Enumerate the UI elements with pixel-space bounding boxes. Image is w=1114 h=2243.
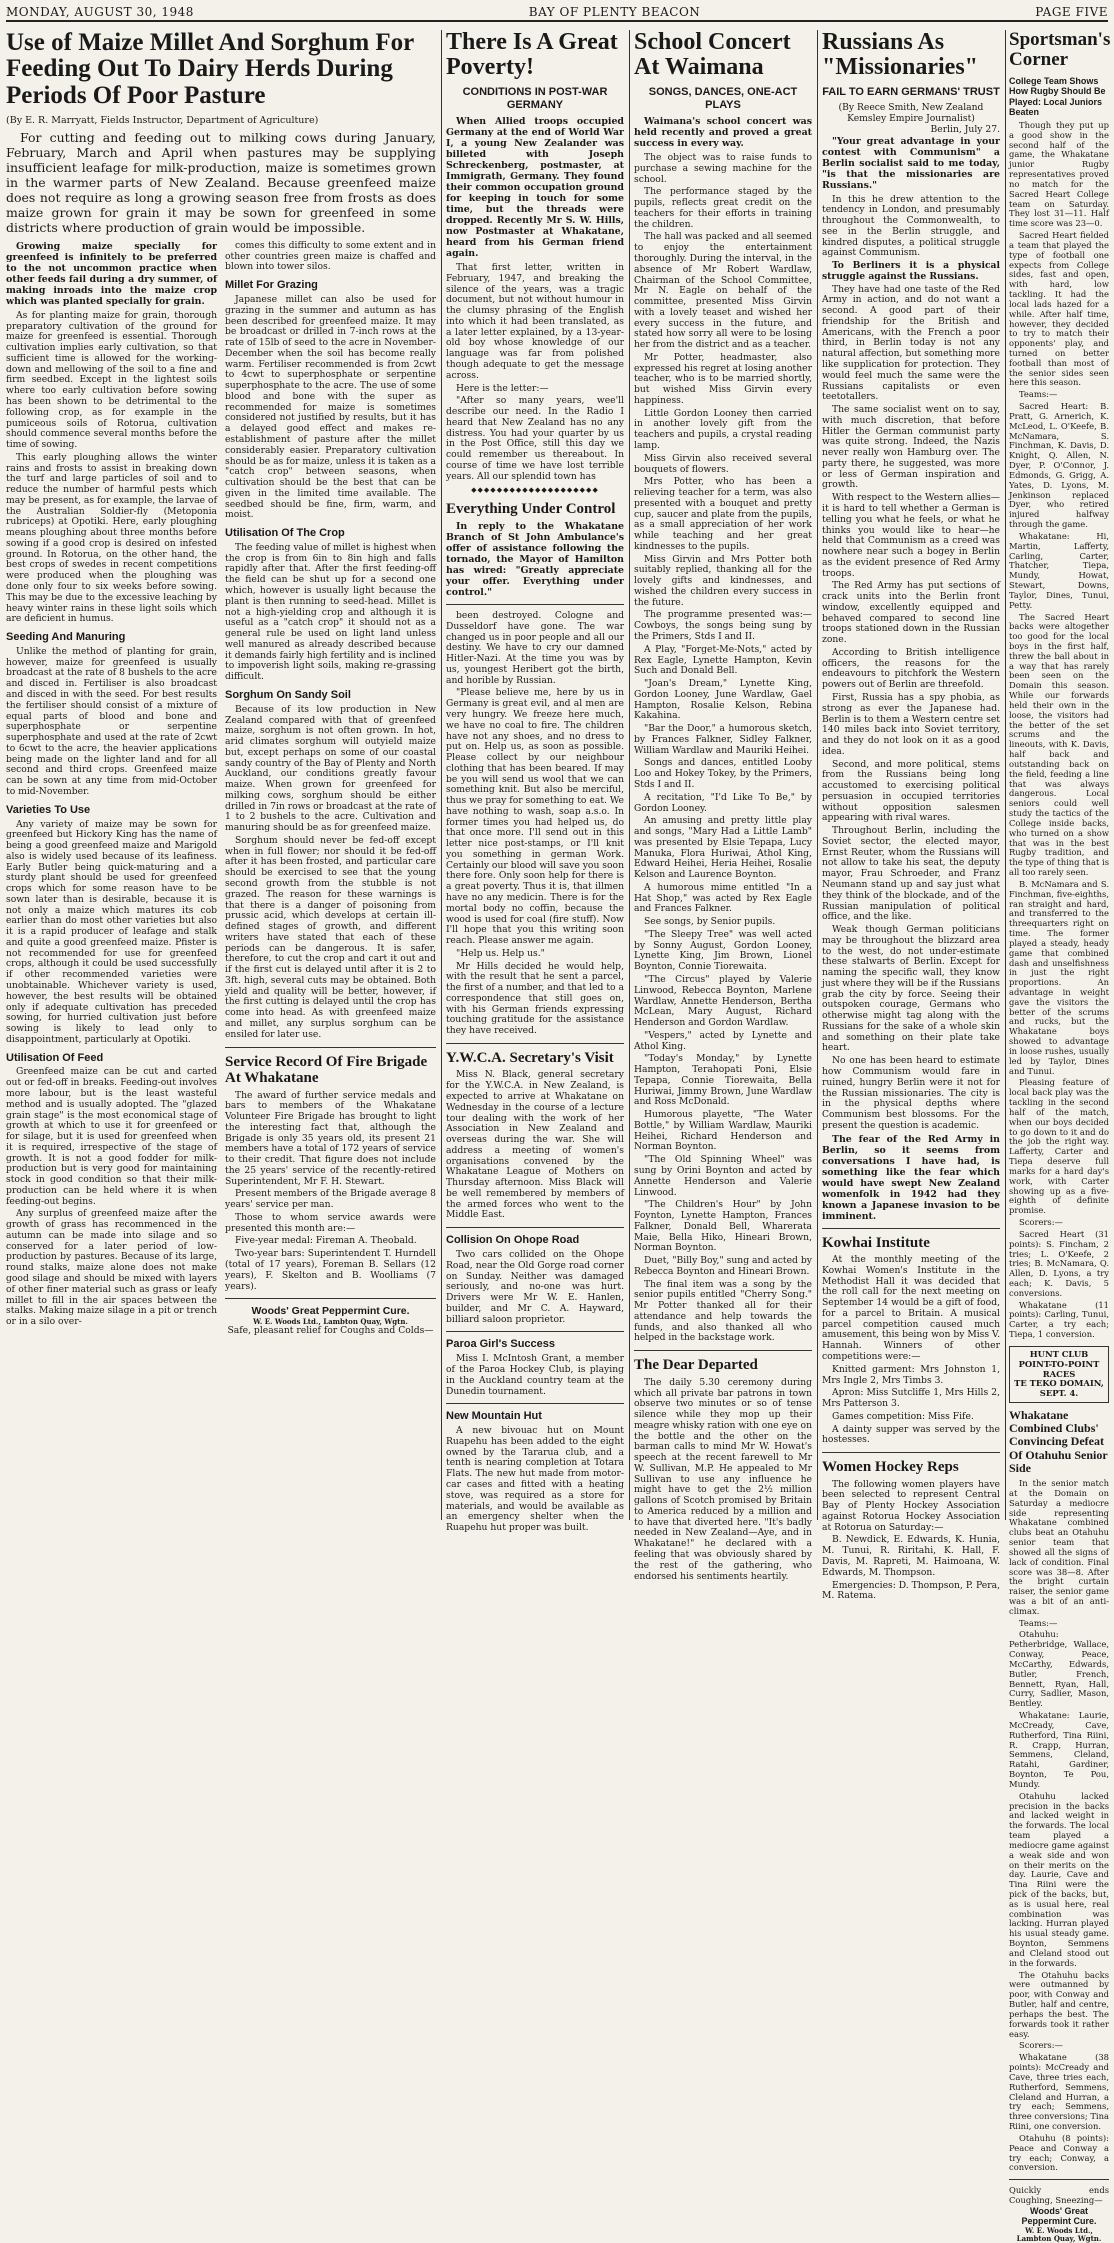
sports-paragraph: Pleasing feature of local back play was the tackling in the second half of the match, when our boys decided to go down to it and do the job the right way. Lafferty, Carter and Tiepa deserve full marks for a hard day's work, with Carter showing up as a five-eighth of definite promise. <box>1009 1077 1109 1216</box>
russians-paragraph: No one has been heard to estimate how Communism would fare in ruined, hungry Berlin were it not for the Russian missionaries. The city is in the physical depths where Communism best blossoms. For the present the question is academic. <box>822 1055 1000 1131</box>
sports-paragraph: Whakatane (11 points): Carling, Tunui, Carter, a try each; Tiepa, 1 conversion. <box>1009 1299 1109 1340</box>
peppermint-ad-title: Woods' Great Peppermint Cure. <box>251 1305 410 1318</box>
hunt-club-title: HUNT CLUB <box>1029 1348 1089 1359</box>
ywca-headline: Y.W.C.A. Secretary's Visit <box>446 1049 614 1066</box>
column-rule <box>441 30 442 1520</box>
concert-paragraph: Duet, "Billy Boy," sung and acted by Rebecca Boynton and Hineari Brown. <box>634 1255 812 1277</box>
concert-paragraph: Little Gordon Looney then carried in another lovely gift from the teachers and pupils, a crystal reading lamp. <box>634 407 812 451</box>
service-paragraph: Two-year bars: Superintendent T. Hurndell (total of 17 years), Foreman B. Sellars (12 years), F. Skelton and B. Woolliams (7 years). <box>225 1248 436 1292</box>
divider <box>446 1043 624 1044</box>
russians-paragraph: Second, and more political, stems from the Russians being long accustomed to exercising political persuasion in occupied territories without opposition salesmen appearing with rival wares. <box>822 758 1000 824</box>
ywca-text: Miss N. Black, general secretary for the Y.W.C.A. in New Zealand, is expected to arrive at Whakatane on Wednesday in the course of a lecture tour dealing with the work of her Association in New Zealand and overseas during the war. She will address a meeting of women's organisations convened by the Whakatane League of Mothers on Thursday afternoon. Miss Black will be well remembered by members of the armed forces who went to the Middle East. <box>446 1069 624 1221</box>
kowhai-paragraph: A dainty supper was served by the hostesses. <box>822 1423 1000 1446</box>
maize-paragraph: The feeding value of millet is highest when the crop is from 6in to 8in high and falls rapidly after that. After the first feeding-off the field can be shut up for a second one which, however is usually light because the plant is then running to seed-head. Millet is not a high-yielding crop and although it is useful as a "catch crop" it should not as a general rule be used on light land unless well manured as already described because it demands fairly high fertility and is inclined to impoverish light soils, making re-grassing difficult. <box>225 541 436 683</box>
russians-byline: (By Reece Smith, New Zealand Kemsley Empire Journalist) <box>838 102 984 124</box>
maize-paragraph: This early ploughing allows the winter rains and frosts to assist in breaking down the turf and large particles of soil and to reduce the number of harmful pests which may be present, as for example, the larvae of the Australian Soldier-fly (Metoponia rubriceps) at Opotiki. Here, early ploughing means ploughing about three months before sowing if a good crop is desired on infested ground. In Rotorua, on the other hand, the best crops of swedes in recent competitions were produced when the ploughing was done only four to six weeks before sowing. This may be due to the excessive leaching by heavy winter rains in these light soils which are deficient in humus. <box>6 451 217 625</box>
kowhai-paragraph: Knitted garment: Mrs Johnston 1, Mrs Ingle 2, Mrs Timbs 3. <box>822 1363 1000 1386</box>
sports-column <box>1009 29 1111 2243</box>
maize-paragraph: Japanese millet can also be used for grazing in the summer and autumn as has been described for greenfeed maize. It may be broadcast or drilled in 7-inch rows at the rate of 15lb of seed to the acre in November-December when the soil has become really warm. Fertiliser recommended is from 2cwt to 4cwt to superphosphate or serpentine superphosphate to the acre. The use of some blood and bone with the super as recommended for maize is sometimes considered not justified by results, but it has a delayed good effect and makes re-establishment of pasture after the millet considerably easier. Preparatory cultivation should be as for maize, unless it is taken as a "catch crop" between seasons, when cultivation should be the best that can be given in the limited time available. The seedbed should be fine, firm, warm, and moist. <box>225 294 436 521</box>
poverty-paragraph: Here is the letter:— <box>456 382 549 394</box>
concert-paragraph: Humorous playette, "The Water Bottle," by William Wardlaw, Mauriki Heihei, Richard Henderson and Norman Boynton. <box>634 1109 812 1153</box>
sports-paragraph: Scorers:— <box>1019 1217 1063 1228</box>
russians-paragraph: First, Russia has a spy phobia, as strong as ever the Japanese had. Berlin is to them a Western centre set 140 miles back into Soviet territory, and they do not look on it as a good idea. <box>822 691 1000 757</box>
maize-byline: (By E. R. Marryatt, Fields Instructor, Department of Agriculture) <box>6 114 319 126</box>
concert-paragraph: "The Children's Hour" by John Foynton, Lynette Hampton, Frances Falkner, Donald Bell, Wharerata Maie, Bella Hiko, Hineari Brown, Norman Boynton. <box>634 1199 812 1254</box>
sports-paragraph: Sacred Heart: B. Pratt, G. Arnerich, K. McLeod, L. O'Keefe, B. McNamara, S. Finchman, K. Davis, D. Knight, Q. Allen, N. Dyer, P. O'Connor, J. Edmonds, G. Grigg, A. Yates, D. Lyons, M. Jenkinson replaced Dyer, who retired injured halfway through the game. <box>1009 401 1109 530</box>
kowhai-paragraph: Games competition: Miss Fife. <box>832 1410 974 1422</box>
russians-paragraph: The Red Army has put sections of crack units into the Berlin front window, excellently equipped and behaved compared to second line troops stationed down in the Russian zone. <box>822 580 1000 646</box>
collision-text: Two cars collided on the Ohope Road, near the Old Gorge road corner on Sunday. Neither was damaged seriously, and no-one was hurt. Drivers were Mr W. E. Hanlen, builder, and Mr C. A. Hayward, billiard saloon proprietor. <box>446 1249 624 1325</box>
maize-subhead: Seeding And Manuring <box>6 631 126 644</box>
maize-paragraph: Because of its low production in New Zealand compared with that of greenfeed maize, sorghum is not often grown. In hot, arid climates sorghum will outyield maize but, except perhaps on some of our coastal sandy country of the Bay of Plenty and North Auckland, our conditions greatly favour maize. When grown for greenfeed for milking cows, sorghum should be either drilled in 7in rows or broadcast at the rate of 1 to 2 bushels to the acre. Cultivation and manuring should be as for greenfeed maize. <box>225 703 437 834</box>
concert-paragraph: "The Old Spinning Wheel" was sung by Orini Boynton and acted by Annette Henderson and Valerie Linwood. <box>634 1154 812 1198</box>
combined-clubs-headline: Whakatane Combined Clubs' Convincing Defeat Of Otahuhu Senior Side <box>1009 1408 1108 1475</box>
paroa-headline: Paroa Girl's Success <box>446 1338 556 1351</box>
concert-paragraph: "Vespers," acted by Lynette and Athol King. <box>634 1029 812 1052</box>
sports-paragraph: Whakatane (38 points): McCready and Cave, three tries each, Rutherford, Semmens, Cleland and Hurran, a try each; Semmens, three conversions; Tina Riini, one conversion. <box>1009 2052 1110 2132</box>
maize-paragraph: Unlike the method of planting for grain, however, maize for greenfeed is usually broadcast at the rate of 8 bushels to the acre and disced in. Fertiliser is also broadcast and disced in with the seed. For best results the fertiliser should consist of a mixture of equal parts of blood and bone and superphosphate or serpentine superphosphate and used at the rate of 2cwt to 6cwt to the acre, the heavier applications being made on the lighter land and for all second and third crops. Greenfeed maize can be sown at any time from mid-October to mid-November. <box>6 645 217 797</box>
russians-intro: "Your great advantage in your contest with Communism" a Berlin socialist said to me today, "is that the missionaries are Russians." <box>822 135 1000 191</box>
sports-paragraph: B. McNamara and S. Finchman, five-eighths, ran straight and hard, and transferred to the threequarters right on time. The former played a steady, heady game that combined dash and unselfishness in just the right proportions. An advantage in weight gave the visitors the better of the scrums and rucks, but the Whakatane boys showed to advantage in loose rushes, usually led by Taylor, Dines and Tunui. <box>1009 878 1109 1076</box>
russians-paragraph: The same socialist went on to say, with much discretion, that before Hitler the German communist party was quite strong. Indeed, the Nazis never really won Hamburg over. The party there, he suggested, was more or less of German inspiration and growth. <box>822 404 1000 491</box>
maize-paragraph: As for planting maize for grain, thorough preparatory cultivation of the ground for maize for greenfeed is essential. Thorough cultivation implies early cultivation, so that sufficient time is allowed for the working-down and mellowing of the soil to a fine and firm seedbed. Except in the lightest soils where too early cultivation before sowing has been shown to be detrimental to the following crop, as for example in the pumiceous soils of Rotorua, cultivation should commence several months before the time of sowing. <box>6 309 217 451</box>
sports-paragraph: Teams:— <box>1019 389 1058 400</box>
hunt-club-venue: TE TEKO DOMAIN, SEPT. 4. <box>1014 1378 1104 1399</box>
concert-paragraph: The final item was a song by the senior pupils entitled "Cherry Song." Mr Potter thanked all for their attendance and help towards the funds, and also thanked all who helped in the backstage work. <box>634 1278 812 1344</box>
sports-subhead: College Team Shows How Rugby Should Be Played: Local Juniors Beaten <box>1009 75 1106 118</box>
divider <box>446 604 624 605</box>
russians-dateline: Berlin, July 27. <box>930 123 1000 135</box>
peppermint-ad-2-maker: W. E. Woods Ltd., Lambton Quay, Wgtn. <box>1016 2225 1102 2243</box>
concert-column <box>634 29 812 1582</box>
concert-paragraph: A humorous mime entitled "In a Hat Shop," was acted by Rex Eagle and Frances Falkner. <box>634 881 812 915</box>
header-paper-name: BAY OF PLENTY BEACON <box>528 5 701 19</box>
russians-paragraph: They have had one taste of the Red Army in action, and do not want a second. A good part of their friendship for the British and Americans, with the French a poor third, in Berlin today is not any natural affection, but something more like supplication for protection. They would feel much the same were the Russians capitalists or even teetotallers. <box>822 283 1000 403</box>
maize-subhead: Millet For Grazing <box>225 279 318 292</box>
dear-headline: The Dear Departed <box>634 1357 758 1374</box>
concert-paragraph: Mr Potter, headmaster, also expressed his regret at losing another teacher, who is to be married shortly, but wished Miss Girvin every happiness. <box>634 351 812 406</box>
russians-headline: Russians As "Missionaries" <box>822 29 978 81</box>
concert-paragraph: The hall was packed and all seemed to enjoy the entertainment thoroughly. During the interval, in the absence of Mr Robert Wardlaw, Chairman of the School Committee, Mr N. Eagle on behalf of the committee, presented Miss Girvin with a lovely teaset and wished her every success in the future, and stated how sorry all were to be losing her from the district and as a teacher. <box>634 231 812 351</box>
concert-paragraph: The object was to raise funds to purchase a sewing machine for the school. <box>634 152 812 185</box>
poverty-paragraph: That first letter, written in February, 1947, and breaking the silence of the years, was a tragic document, but not without humour in the clumsy phrasing of the English into which it had been translated, as a later letter explained, by a 13-year-old boy whose knowledge of our language was far from polished though adequate to get the message across. <box>446 262 624 381</box>
concert-deck: SONGS, DANCES, ONE-ACT PLAYS <box>648 86 798 112</box>
maize-col-a <box>6 241 217 1491</box>
column-rule <box>629 30 630 1520</box>
header-date: MONDAY, AUGUST 30, 1948 <box>6 5 194 19</box>
sports-paragraph: Teams:— <box>1019 1617 1058 1628</box>
concert-paragraph: An amusing and pretty little play and songs, "Mary Had a Little Lamb" was presented by Elsie Tepapa, Lucy Manuka, Flora Huriwai, Athol King, Edward Heihei, Heria Heihei, Rosalie Kelson and Laurence Boynton. <box>634 815 812 881</box>
hockey-paragraph: B. Newdick, E. Edwards, K. Hunia, M. Tunui, R. Riritahi, K. Hall, F. Davis, M. Rapreti, M. Haimoana, W. Edwards, M. Thompson. <box>822 1534 1000 1578</box>
column-rule <box>1005 30 1006 1520</box>
concert-paragraph: Mrs Potter, who has been a relieving teacher for a term, was also presented with a bouquet and pretty cup, saucer and plate from the pupils, as a small appreciation of her work while teaching and her great kindnesses to the pupils. <box>634 476 812 552</box>
poverty-paragraph: "After so many years, wee'll describe our need. In the Radio I heard that New Zealand has no any distress. You had your quarter by us in the Post Office, still this day we could remember us thereabout. In course of time we have lost terrible years. All our splendid town has <box>446 395 624 482</box>
sports-paragraph: Sacred Heart fielded a team that played the type of football one expects from College sides, fast and open, with hard, low tackling. It had the local lads hazed for a while. After half time, however, they decided to try to match their opponents' play, and turned on better football than most of the senior sides seen here this season. <box>1009 230 1109 388</box>
russians-paragraph: In this he drew attention to the tendency in London, and presumably throughout the Commonwealth, to see in the Berlin struggle, and kindred disputes, a political struggle against Communism. <box>822 193 1000 259</box>
service-paragraph: The award of further service medals and bars to members of the Whakatane Volunteer Fire Brigade has brought to light the interesting fact that, although the Brigade is only 35 years old, its present 21 members have a total of 172 years of service to their credit. That figure does not include the 25 years' service of the recently-retired Superintendent, Mr F. H. Stewart. <box>225 1089 436 1187</box>
russians-closing: The fear of the Red Army in Berlin, so it seems from conversations I have had, is something like the fear which would have swept New Zealand womenfolk in 1942 had they known a Japanese invasion to be imminent. <box>822 1133 1000 1222</box>
sports-paragraph: In the senior match at the Domain on Saturday a mediocre side representing Whakatane combined clubs beat an Otahuhu senior team that showed all the signs of lack of condition. Final score was 38—8. After the bright curtain raiser, the senior game was a bit of an anti-climax. <box>1009 1478 1109 1616</box>
column-rule <box>817 30 818 1520</box>
divider <box>225 1298 436 1299</box>
concert-paragraph: The performance staged by the pupils, reflects great credit on the teachers for their efforts in training the children. <box>634 186 812 230</box>
concert-paragraph: The programme presented was:— Cowboys, the songs being sung by the Primers, Stds I and II. <box>634 609 812 643</box>
peppermint-ad-maker: W. E. Woods Ltd., Lambton Quay, Wgtn. <box>253 1316 408 1326</box>
sports-paragraph: The Sacred Heart backs were altogether too good for the local boys in the first half, threw the ball about in a way that has rarely been seen on the Domain this season. While our forwards held their own in the loose, the visitors had the better of the set scrums and the lineouts, with K. Davis, half back and outstanding back on the field, feeding a line that was always dangerous. Local seniors could well study the tactics of the College inside backs, who turned on a show that was in the best Rugby tradition, and the type of thing that is all too rarely seen. <box>1009 611 1109 878</box>
maize-subhead: Varieties To Use <box>6 803 91 816</box>
concert-paragraph: "Today's Monday," by Lynette Hampton, Terahopati Poni, Elsie Tepapa, Connie Tiorewaita, Bella Huriwai, Jimmy Brown, June Wardlaw and Ross McDonald. <box>634 1053 812 1108</box>
hockey-paragraph: The following women players have been selected to represent Central Bay of Plenty Hockey Association against Rotorua Hockey Association at Rotorua on Saturday:— <box>822 1478 1000 1533</box>
maize-lead: For cutting and feeding out to milking cows during January, February, March and April when pastures may be supplying insufficient leafage for milk-production, maize is sometimes grown in the warmer parts of New Zealand. Because greenfeed maize does not require as long a growing season free from frosts as does maize grown for grain it may be sown for greenfeed in some districts where production of grain would be impossible. <box>6 129 436 235</box>
hut-headline: New Mountain Hut <box>446 1410 542 1423</box>
poverty-paragraph: "Please believe me, here by us in Germany is great evil, and al men are very hungry. We freeze here much, we have no coal to fire. The children have not any shoes, and no dress to put on. Help us, as soon as possible. Please collect by our neighbour clothing that has been beared. If may be you will send us wool that we can something knit. But also be merciful, thus we pray for something to eat. We have nothing to wash, soap a.s.o. In former times you had helped us, do that once more. I'll send out in this letter nice post-stamps, or I'll knit you something in german Work. Certainly our blood will save you soon there fore. Only soon help for there is a great poverty. Thus it is, that illmen have no any medicin. There is for the mortal body no coffin, because the wood is used for coal (fire stuff). Now I'll hope that you this writing soon reach. Please answer me again. <box>446 687 624 947</box>
sports-paragraph: Otahuhu lacked precision in the backs and lacked weight in the forwards. The local team played a mediocre game against a weak side and won on their merits on the day. Laurie, Cave and Tina Riini were the pick of the backs, but, as is usual here, real combination was lacking. Hurran played his usual steady game. Boynton, Semmens and Cleland stood out in the forwards. <box>1009 1790 1109 1968</box>
maize-paragraph: Any surplus of greenfeed maize after the growth of grass has recommenced in the autumn can be made into silage and so conserved for a later period of low-production by pastures. Because of its large, round stalks, maize alone does not make good silage and should be mixed with layers of other finer material such as grass or leafy millet to fill in the air spaces between the stalks. Making maize silage in a pit or trench or in a silo over- <box>6 1208 217 1328</box>
poverty-paragraph: "Help us. Help us." <box>456 947 545 959</box>
service-paragraph: Present members of the Brigade average 8 years' service per man. <box>225 1188 436 1211</box>
concert-paragraph: See songs, by Senior pupils. <box>644 916 776 928</box>
header-page-number: PAGE FIVE <box>1035 5 1108 19</box>
paroa-text: Miss I. McIntosh Grant, a member of the Paroa Hockey Club, is playing in the Auckland country team at the Dunedin tournament. <box>446 1353 624 1397</box>
concert-paragraph: A recitation, "I'd Like To Be," by Gordon Looney. <box>634 791 812 814</box>
russians-paragraph: With respect to the Western allies—it is hard to tell whether a German is telling you what he feels, or what he thinks you would like to hear—he held that Communism as a creed was nowhere near such a bogey in Berlin as the evident presence of Red Army troops. <box>822 492 1000 579</box>
divider <box>446 1331 624 1332</box>
control-headline: Everything Under Control <box>446 500 616 517</box>
concert-paragraph: Miss Girvin also received several bouquets of flowers. <box>634 452 812 475</box>
sports-paragraph: Scorers:— <box>1019 2040 1063 2051</box>
concert-paragraph: Songs and dances, entitled Looby Loo and Hokey Tokey, by the Primers, Stds I and II. <box>634 757 812 790</box>
collision-headline: Collision On Ohope Road <box>446 1234 580 1247</box>
russians-paragraph: Throughout Berlin, including the Soviet sector, the elected mayor, Ernst Reuter, whom the Russians will not allow to take his seat, the deputy mayor, Frau Schroeder, and Franz Neumann stand up and say just what they think of the blockade, and of the Russian manipulation of political office, and the like. <box>822 825 1000 923</box>
hockey-headline: Women Hockey Reps <box>822 1459 959 1476</box>
concert-paragraph: A Play, "Forget-Me-Nots," acted by Rex Eagle, Lynette Hampton, Kevin Such and Donald Bell. <box>634 643 812 677</box>
divider <box>1009 2179 1109 2180</box>
hockey-paragraph: Emergencies: D. Thompson, P. Pera, M. Ratema. <box>822 1579 1000 1602</box>
sports-headline: Sportsman's Corner <box>1009 29 1111 70</box>
hunt-club-event: POINT-TO-POINT RACES <box>1018 1358 1100 1379</box>
divider <box>446 1403 624 1404</box>
poverty-headline: There Is A Great Poverty! <box>446 29 618 81</box>
russians-deck: FAIL TO EARN GERMANS' TRUST <box>822 86 1000 99</box>
divider <box>822 1228 1000 1229</box>
concert-paragraph: "Bar the Door," a humorous sketch, by Frances Falkner, Sidley Falkner, William Wardlaw and Mauriki Heihei. <box>634 723 812 756</box>
maize-paragraph: comes this difficulty to some extent and in other countries green maize is chaffed and blown into tower silos. <box>225 239 436 273</box>
maize-intro: Growing maize specially for greenfeed is infinitely to be preferred to the not uncommon practice when other feeds fail during a dry summer, of making inroads into the maize crop which was planted specially for grain. <box>6 240 217 307</box>
peppermint-ad-2-intro: Quickly ends Coughing, Sneezing— <box>1009 2185 1109 2206</box>
hunt-club-notice <box>1009 1346 1109 1403</box>
poverty-paragraph: been destroyed. Cologne and Dusseldorf have gone. The war changed us in poor people and all our destiny. We have to cry our damned Hitler-Nazi. At the time you was by us, youngest Heribert got the birth, and horible by Russian. <box>446 610 624 686</box>
control-text: In reply to the Whakatane Branch of St John Ambulance's offer of assistance following the tornado, the Mayor of Hamilton has wired: "Greatly appreciate your offer. Everything under control." <box>446 521 624 599</box>
poverty-intro: When Allied troops occupied Germany at the end of World War I, a young New Zealander was billeted with Joseph Schreckenberg, postmaster, at Immigrath, Germany. They found their common occupation ground for keeping in touch for some time, but the threads were dropped. Recently Mr S. W. Hills, now Postmaster at Whakatane, heard from his German friend again. <box>446 116 624 260</box>
sports-paragraph: The Otahuhu backs were outmanned by poor, with Conway and Butler, half and centre, perhaps the best. The forwards took it rather easy. <box>1009 1969 1109 2039</box>
concert-paragraph: "The Circus" played by Valerie Linwood, Rebecca Boynton, Marlene Wardlaw, Annette Henderson, Bertha McLean, Mary August, Richard Henderson and Gordon Wardlaw. <box>634 973 812 1029</box>
poverty-column <box>446 29 624 1534</box>
divider <box>822 1452 1000 1453</box>
dear-text: The daily 5.30 ceremony during which all private bar patrons in town observe two minutes or so of tense silence while they mop up their meagre whisky ration with one eye on the bottle and the other on the barman calls to mind Mr W. Howat's speech at the recent farewell to Mr W. Sullivan, M.P. He appealed to Mr Sullivan to use any influence he might have to get the 2½ million gallons of Scotch promised by Britain to America reduced by a million and to have that diverted here. "It's badly needed in New Zealand—Aye, and in Whakatane!" he declared with a feeling that was obviously shared by the rest of the gathering, who endorsed his sentiments heartily. <box>634 1376 812 1582</box>
hut-text: A new bivouac hut on Mount Ruapehu has been added to the eight owned by the Tararua club, and a tenth is nearing completion at Totara Flats. The new hut made from motor-car cases and fitted with a heating stove, was required as a store for materials, and would be available as an emergency shelter when the Ruapehu hut proper was built. <box>446 1425 624 1534</box>
ornament-rule: ◆◆◆◆◆◆◆◆◆◆◆◆◆◆◆◆◆◆◆◆ <box>471 486 599 495</box>
sports-paragraph: Whakatane: Hi, Martin, Lafferty, Carling, Carter, Thatcher, Tiepa, Mundy, Howat, Stewart, Downs, Taylor, Dines, Tunui, Petty. <box>1009 530 1109 610</box>
page-header <box>6 4 1108 22</box>
concert-paragraph: "Joan's Dream," Lynette King, Gordon Looney, June Wardlaw, Gael Hampton, Rosalie Kelson, Rebina Kakahina. <box>634 678 812 722</box>
peppermint-ad-2-title: Woods' Great Peppermint Cure. <box>1021 2205 1097 2227</box>
maize-paragraph: Any variety of maize may be sown for greenfeed but Hickory King has the name of being a good greenfeed maize and Marigold also is widely used because of its leafiness. Early Butler being quick-maturing and a sturdy plant should be used for greenfeed crops which for some reason have to be sown later than is desirable, because it is not only a maize which matures its cob earlier than do most other varieties but also it is a rapid producer of leafage and stalk and quite a good greenfeed maize. Pfister is not recommended for use for greenfeed crops, although it could be used successfully if other recommended varieties were unobtainable. Whichever variety is used, however, the best results will be obtained only if adequate cultivation has preceded sowing, for hurried cultivation just before sowing is likely to lead only to disappointment, particularly at Opotiki. <box>6 818 217 1045</box>
poverty-deck: CONDITIONS IN POST-WAR GERMANY <box>462 86 608 112</box>
service-paragraph: Five-year medal: Fireman A. Theobald. <box>235 1235 417 1247</box>
maize-headline: Use of Maize Millet And Sorghum For Feeding Out To Dairy Herds During Periods Of Poor Pasture <box>6 29 414 109</box>
maize-paragraph: Greenfeed maize can be cut and carted out or fed-off in breaks. Feeding-out involves more labour, but is the least wasteful method and is usually adopted. The "glazed grain stage" is the most economical stage of growth at which to use it for greenfeed or for silage, but it is used for greenfeed when it is required, irrespective of the stage of growth. It is not a good fodder for milk-production but is very good for maintaining stock in good condition so that their milk-production can be held where it is when feeding-out begins. <box>6 1066 217 1207</box>
maize-col-b <box>225 241 436 1491</box>
sports-paragraph: Otahuhu: Petherbridge, Wallace, Conway, Peace, McCarthy, Edwards, Butler, French, Bennett, Ryan, Hall, Curry, Sadlier, Mason, Bentley. <box>1009 1629 1109 1709</box>
kowhai-headline: Kowhai Institute <box>822 1234 930 1251</box>
russians-paragraph: According to British intelligence officers, the reasons for the endeavours to pitchfork the Western powers out of Berlin are threefold. <box>822 646 1000 691</box>
divider <box>225 1047 436 1048</box>
poverty-paragraph: Mr Hills decided he would help, with the result that he sent a parcel, the first of a number, and that led to a correspondence that still goes on, with his German friends expressing touching gratitude for the assistance they have received. <box>446 960 624 1037</box>
concert-paragraph: Miss Girvin and Mrs Potter both suitably replied, thanking all for the lovely gifts and kindnesses, and wished the children every success in the future. <box>634 553 812 608</box>
maize-subhead: Utilisation Of The Crop <box>225 527 345 540</box>
sports-paragraph: Whakatane: Laurie, McCready, Cave, Rutherford, Tina Riini, R. Crapp, Hurran, Semmens, Cleland, Ratahi, Gardiner, Boynton, Te Pou, Mundy. <box>1009 1710 1109 1789</box>
service-headline: Service Record Of Fire Brigade At Whakatane <box>225 1053 428 1086</box>
sports-paragraph: Sacred Heart (31 points): S. Fincham, 2 tries; L. O'Keefe, 2 tries; B. McNamara, Q. Allen, D. Lyons, a try each; K. Davis, 5 conversions. <box>1009 1228 1109 1298</box>
divider <box>446 1227 624 1228</box>
divider <box>634 1350 812 1351</box>
kowhai-paragraph: Apron: Miss Sutcliffe 1, Mrs Hills 2, Mrs Patterson 3. <box>822 1387 1000 1410</box>
maize-article <box>6 30 436 1520</box>
russians-paragraph: To Berliners it is a physical struggle against the Russians. <box>822 260 1000 282</box>
russians-paragraph: Weak though German politicians may be throughout the blizzard area to the west, do not under-estimate these stalwarts of Berlin. Except for naming the specific wall, they know just where they will be if the Russians grab the city by force. Seeing their outspoken courage, Germans who otherwise might tag along with the Russians for the sake of a whole skin and something on their plate take heart. <box>822 924 1000 1054</box>
sports-paragraph: Otahuhu (8 points): Peace and Conway a try each; Conway, a conversion. <box>1009 2132 1109 2173</box>
column-five <box>822 29 1000 1602</box>
sports-paragraph: Though they put up a good show in the second half of the game, the Whakatane junior Rugby representatives proved no match for the Sacred Heart College team on Saturday. They lost 31—11. Half time score was 23—0. <box>1009 119 1109 229</box>
maize-subhead: Utilisation Of Feed <box>6 1051 104 1064</box>
concert-paragraph: "The Sleepy Tree" was well acted by Sonny August, Gordon Looney, Lynette King, Jim Brown, Lionel Boynton, Connie Tiorewaita. <box>634 928 812 973</box>
peppermint-ad-text: Safe, pleasant relief for Coughs and Colds— <box>227 1324 434 1336</box>
concert-headline: School Concert At Waimana <box>634 29 791 81</box>
service-paragraph: Those to whom service awards were presented this month are:— <box>225 1211 436 1234</box>
concert-intro: Waimana's school concert was held recently and proved a great success in every way. <box>634 116 812 150</box>
maize-subhead: Sorghum On Sandy Soil <box>225 688 351 701</box>
kowhai-paragraph: At the monthly meeting of the Kowhai Women's Institute in the Methodist Hall it was decided that the roll call for the next meeting on September 14 would be a gift of food, for a parcel to Britain. A musical parcel competition caused much amusement, this being won by Miss V. Hannah. Winners of other competitions were:— <box>822 1254 1000 1362</box>
maize-paragraph: Sorghum should never be fed-off except when in full flower; nor should it be fed-off after it has been frosted, and particular care should be exercised to see that the young second growth from the stubble is not grazed. The reason for these warnings is that there is a danger of poisoning from prussic acid, which develops at certain ill-defined stages of growth, and different writers have stated that each of these periods can be dangerous. It is safer, therefore, to cut the crop and cart it out and if the first cut is delayed until after it is 2 to 3ft. high, several cuts may be obtained. Both yield and quality will be better, however, if the first cutting is delayed until the crop has come into head. As with greenfeed maize and millet, any surplus sorghum can be ensiled for later use. <box>225 834 436 1040</box>
